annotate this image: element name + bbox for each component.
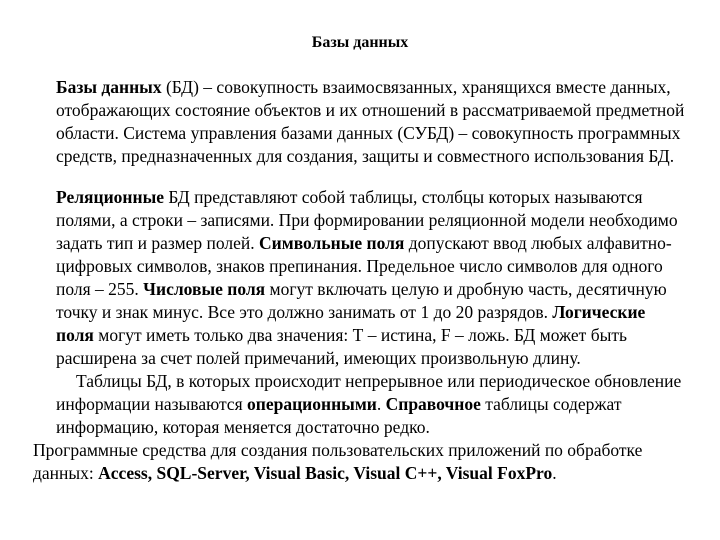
paragraph-text: могут иметь только два значения: Т – истина, F – ложь. БД может быть расширена за счет полей примечаний, имеющих произвольную длину. — [56, 325, 627, 368]
term-numeric-fields: Числовые поля — [143, 279, 266, 299]
term-character-fields: Символьные поля — [259, 233, 405, 253]
paragraph-software-tools — [33, 439, 683, 485]
paragraph-text: могут включать целую и дробную часть, десятичную точку и знак минус. Все это должно занимать от 1 до 20 разрядов. — [56, 279, 667, 322]
paragraph-relational-databases — [56, 186, 686, 439]
term-relational: Реляционные — [56, 187, 165, 207]
paragraph-text: Программные средства для создания пользовательских приложений по обработке данных: — [33, 440, 643, 483]
software-list: Access, SQL-Server, Visual Basic, Visual C++, Visual FoxPro — [98, 463, 553, 483]
page-title: Базы данных — [311, 34, 409, 51]
term-operational: операционными — [247, 394, 377, 414]
term-databases: Базы данных — [56, 77, 162, 97]
paragraph-text: (БД) – совокупность взаимосвязанных, хранящихся вместе данных, отображающих состояние объектов и их отношений в рассматриваемой предметной области. Система управления базами данных (СУБД) – совокупность программных средств, предназначенных для создания, защиты и совместного использования БД. — [56, 77, 685, 166]
paragraph-text: . — [552, 463, 557, 483]
paragraph-text: БД представляют собой таблицы, столбцы которых называются полями, а строки – записями. При формировании реляционной модели необходимо задать тип и размер полей. — [56, 187, 678, 253]
term-logical-fields: Логические поля — [56, 302, 646, 345]
paragraph-text: допускают ввод любых алфавитно-цифровых символов, знаков препинания. Предельное число символов для одного поля – 255. — [56, 233, 672, 299]
paragraph-text: Таблицы БД, в которых происходит непрерывное или периодическое обновление информации называются — [56, 371, 682, 414]
term-reference: Справочное — [385, 394, 481, 414]
paragraph-text: таблицы содержат информацию, которая меняется достаточно редко. — [56, 394, 622, 437]
paragraph-text: . — [376, 394, 386, 414]
paragraph-databases-definition — [56, 76, 686, 168]
